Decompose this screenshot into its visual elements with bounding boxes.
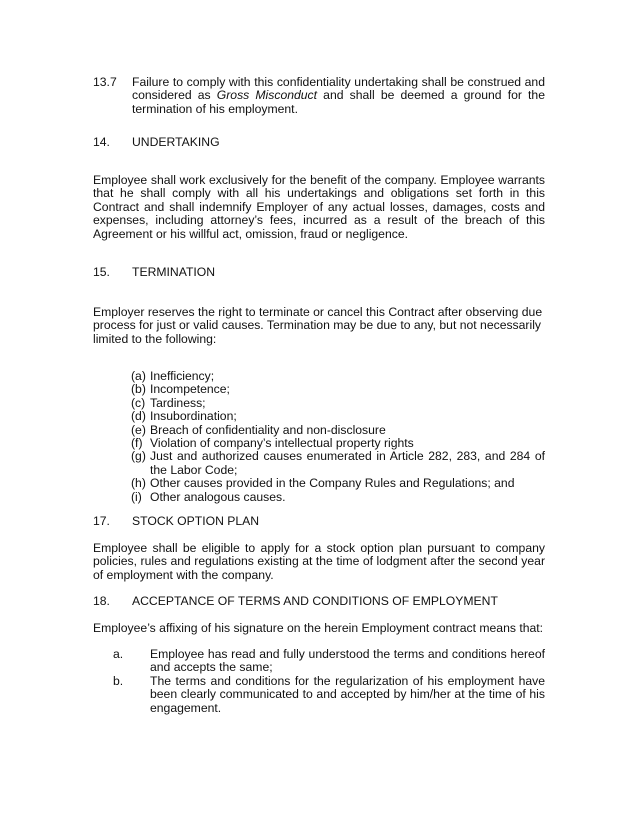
clause-text <box>132 76 545 116</box>
list-item <box>131 410 545 423</box>
list-label: (g) <box>131 449 146 464</box>
list-label: (e) <box>131 422 146 437</box>
clause-13-7 <box>93 76 545 116</box>
section-heading: ACCEPTANCE OF TERMS AND CONDITIONS OF EMPLOYMENT <box>132 594 498 608</box>
list-label: (h) <box>131 476 146 491</box>
intro-line: Employer reserves the right to terminate or cancel this Contract after observing due <box>93 305 543 319</box>
list-item <box>131 383 545 396</box>
list-item <box>93 675 545 715</box>
section-14-body: Employee shall work exclusively for the benefit of the company. Employee warrants that he shall comply with all his undertakings and obligations set forth in this Contract and shall indemnify Employer of any actual losses, damages, costs and expenses, including attorney’s fees, incurred as a result of the breach of this Agreement or his willful act, omission, fraud or negligence. <box>93 173 545 241</box>
list-item <box>131 450 545 477</box>
intro-line: limited to the following: <box>93 331 217 346</box>
section-number: 18. <box>93 594 110 608</box>
list-item <box>131 437 545 450</box>
clause-text-italic: Gross Misconduct <box>216 88 318 103</box>
section-15-intro <box>93 306 553 346</box>
list-text: The terms and conditions for the regularization of his employment have been clearly communicated to and accepted by him/her at the time of his engagement. <box>150 673 545 715</box>
section-17-heading <box>93 515 545 528</box>
list-item <box>131 397 545 410</box>
section-heading: UNDERTAKING <box>132 135 220 149</box>
list-label: (f) <box>131 436 143 451</box>
clause-text-part: and shall be deemed a ground for the termination of his employment. <box>132 88 545 116</box>
clause-number: 13.7 <box>93 75 117 89</box>
list-text: Employee has read and fully understood the terms and conditions hereof and accepts the same; <box>150 647 545 675</box>
list-text: Other analogous causes. <box>150 489 286 504</box>
section-17-body: Employee shall be eligible to apply for a stock option plan pursuant to company policies, rules and regulations existing at the time of lodgment after the second year of employment with the company. <box>93 541 545 582</box>
list-label: (i) <box>131 489 142 504</box>
list-label: (a) <box>131 369 146 383</box>
list-text: Tardiness; <box>150 395 206 410</box>
list-label: a. <box>113 647 124 661</box>
list-text: Insubordination; <box>150 409 237 424</box>
list-text: Breach of confidentiality and non-disclosure <box>150 422 386 437</box>
list-item <box>131 370 545 383</box>
list-text: Incompetence; <box>150 382 230 397</box>
section-number: 17. <box>93 514 110 528</box>
list-label: b. <box>113 673 124 688</box>
acceptance-list <box>93 648 545 715</box>
section-heading: STOCK OPTION PLAN <box>132 514 260 528</box>
section-14-heading <box>93 136 545 149</box>
section-18-intro: Employee’s affixing of his signature on the herein Employment contract means that: <box>93 621 544 635</box>
section-heading: TERMINATION <box>132 265 216 279</box>
section-number: 15. <box>93 265 110 279</box>
section-15-heading <box>93 266 545 279</box>
list-label: (c) <box>131 395 146 410</box>
section-18-heading <box>93 595 545 608</box>
list-text: Just and authorized causes enumerated in Article 282, 283, and 284 of the Labor Code; <box>150 449 545 477</box>
list-item <box>131 424 545 437</box>
section-number: 14. <box>93 135 110 149</box>
termination-list <box>131 370 545 504</box>
list-label: (b) <box>131 382 146 397</box>
list-text: Other causes provided in the Company Rules and Regulations; and <box>150 476 515 491</box>
intro-line: process for just or valid causes. Termination may be due to any, but not necessarily <box>93 318 542 333</box>
list-item <box>93 648 545 675</box>
list-text: Inefficiency; <box>150 369 215 383</box>
list-label: (d) <box>131 409 146 424</box>
list-item <box>131 477 545 490</box>
clause-text-part: Failure to comply with this confidentiality undertaking shall be construed and considered as <box>132 75 545 103</box>
list-item <box>131 491 545 504</box>
list-text: Violation of company’s intellectual property rights <box>150 436 414 451</box>
